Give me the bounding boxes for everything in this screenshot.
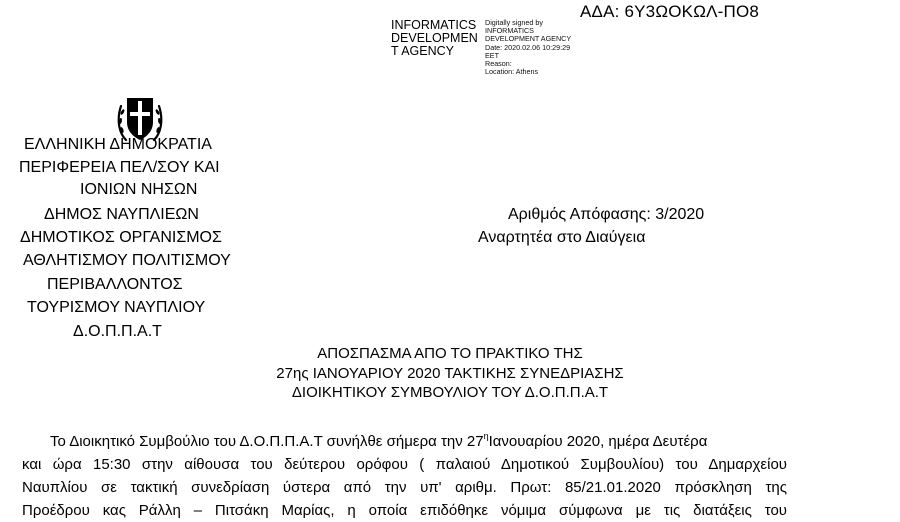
agency-line: DEVELOPMEN xyxy=(391,31,478,45)
decision-number: Αριθμός Απόφασης: 3/2020 xyxy=(508,206,705,223)
issuer-line: ΠΕΡΙΦΕΡΕΙΑ ΠΕΛ/ΣΟΥ ΚΑΙ xyxy=(19,159,220,176)
body-line xyxy=(22,430,787,453)
heading-line: 27ης ΙΑΝΟΥΑΡΙΟΥ 2020 ΤΑΚΤΙΚΗΣ ΣΥΝΕΔΡΙΑΣΗΣ xyxy=(276,364,624,382)
heading-line: ΔΙΟΙΚΗΤΙΚΟΥ ΣΥΜΒΟΥΛΙΟΥ ΤΟΥ Δ.Ο.Π.Π.Α.Τ xyxy=(291,384,609,401)
body-line: Ναυπλίου σε τακτική συνεδρίαση ύστερα από την υπ' αριθμ. Πρωτ: 85/21.01.2020 πρόσκληση της xyxy=(22,479,787,496)
body-line: Προέδρου κας Ράλλη – Πιτσάκη Μαρίας, η οποία επιδόθηκε νόμιμα σύμφωνα με τις διατάξεις του xyxy=(22,502,787,519)
digital-signature-details xyxy=(485,19,571,76)
agency-line: INFORMATICS xyxy=(391,18,477,32)
body-line: και ώρα 15:30 στην αίθουσα του δεύτερου ορόφου ( παλαιού Δημοτικού Συμβουλίου) του Δημαρχείου xyxy=(22,456,787,473)
issuer-line: ΠΕΡΙΒΑΛΛΟΝΤΟΣ xyxy=(47,276,183,293)
issuer-line: ΤΟΥΡΙΣΜΟΥ ΝΑΥΠΛΙΟΥ xyxy=(27,299,206,316)
body-text-part: Το Διοικητικό Συμβούλιο του Δ.Ο.Π.Π.Α.Τ συνήλθε σήμερα την 27 xyxy=(50,433,484,450)
issuer-line: ΑΘΛΗΤΙΣΜΟΥ ΠΟΛΙΤΙΣΜΟΥ xyxy=(23,252,231,269)
body-text-segment xyxy=(50,430,707,453)
body-text-part: Ιανουαρίου 2020, ημέρα Δευτέρα xyxy=(488,433,708,450)
signature-line: Date: 2020.02.06 10:29:29 xyxy=(485,42,571,52)
posting-note: Αναρτητέα στο Διαύγεια xyxy=(478,228,646,246)
decision-info xyxy=(478,204,705,249)
issuer-line: ΔΗΜΟΤΙΚΟΣ ΟΡΓΑΝΙΣΜΟΣ xyxy=(20,229,222,246)
signing-agency xyxy=(391,19,478,58)
ada-number: ΑΔΑ: 6Υ3ΩΟΚΩΛ-ΠΟ8 xyxy=(580,2,760,21)
issuer-line: ΕΛΛΗΝΙΚΗ ΔΗΜΟΚΡΑΤΙΑ xyxy=(24,136,212,153)
signature-line: DEVELOPMENT AGENCY xyxy=(485,34,572,44)
signature-line: INFORMATICS xyxy=(485,26,534,36)
signature-line: Digitally signed by xyxy=(485,18,543,27)
issuer-line: ΙΟΝΙΩΝ ΝΗΣΩΝ xyxy=(80,181,198,198)
agency-line: T AGENCY xyxy=(391,44,454,58)
ordinal-superscript: η xyxy=(483,431,489,441)
heading-line: ΑΠΟΣΠΑΣΜΑ ΑΠΟ ΤΟ ΠΡΑΚΤΙΚΟ ΤΗΣ xyxy=(317,345,583,362)
document-heading xyxy=(0,344,900,403)
issuer-line: ΔΗΜΟΣ ΝΑΥΠΛΙΕΩΝ xyxy=(44,206,199,223)
signature-line: Location: Athens xyxy=(485,67,539,77)
issuer-line: Δ.Ο.Π.Π.Α.Τ xyxy=(73,323,162,340)
signature-line: EET xyxy=(485,50,499,60)
minutes-body xyxy=(22,430,787,522)
signature-line: Reason: xyxy=(485,59,512,69)
